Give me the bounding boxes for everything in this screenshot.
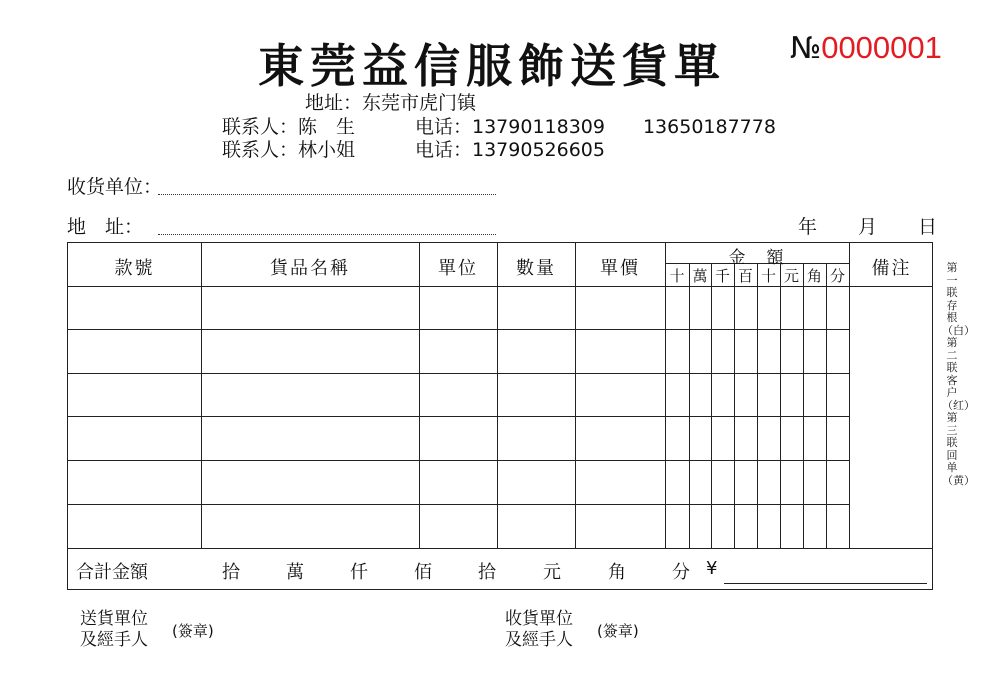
amount-unit-jiao: 角 — [806, 267, 822, 285]
receiver-signature-block — [505, 609, 573, 651]
total-unit-bai: 佰 — [414, 562, 432, 583]
contact-1-name: 联系人：陈 生 — [222, 116, 356, 138]
contact-2-phone: 电话：13790526605 — [415, 139, 605, 161]
yen-sign: ¥ — [706, 558, 718, 579]
total-unit-shi-2: 拾 — [478, 562, 496, 583]
amount-unit-shi: 十 — [760, 267, 776, 285]
goods-table — [67, 242, 933, 590]
serial-prefix: № — [790, 31, 822, 66]
amount-unit-fen: 分 — [829, 267, 845, 285]
total-unit-qian: 仟 — [350, 562, 368, 583]
receiver-input-line[interactable] — [158, 194, 496, 195]
total-amount-input-line[interactable] — [724, 583, 927, 584]
address-label: 地 址： — [67, 216, 144, 238]
header-amount: 金 額 — [728, 248, 786, 268]
sender-seal: (簽章) — [172, 622, 214, 640]
amount-unit-wan: 萬 — [692, 267, 708, 285]
contact-2-name: 联系人：林小姐 — [222, 139, 356, 161]
header-quantity: 數量 — [516, 258, 556, 279]
sender-signature-block — [80, 609, 148, 651]
total-unit-jiao: 角 — [608, 562, 626, 583]
header-remarks: 備注 — [871, 258, 912, 279]
contact-1-phone: 电话：13790118309 13650187778 — [415, 116, 776, 138]
date-year: 年 — [798, 216, 818, 238]
date-day: 日 — [918, 216, 938, 238]
receiver-seal: (簽章) — [597, 622, 639, 640]
receiver-label: 收货单位： — [67, 176, 163, 198]
amount-unit-ten-thousand-tens: 十 — [669, 267, 685, 285]
header-style-no: 款號 — [114, 258, 155, 279]
date-month: 月 — [858, 216, 878, 238]
total-unit-shi-1: 拾 — [222, 562, 240, 583]
total-amount-label: 合計金額 — [76, 562, 148, 583]
sender-label-2: 及經手人 — [80, 630, 148, 650]
amount-unit-yuan: 元 — [783, 267, 799, 285]
header-unit-price: 單價 — [600, 258, 640, 279]
company-address: 地址：东莞市虎门镇 — [305, 92, 477, 114]
receiver-label-1: 收貨單位 — [505, 609, 573, 629]
total-unit-wan: 萬 — [286, 562, 304, 583]
address-input-line[interactable] — [158, 234, 496, 235]
serial-number — [790, 30, 942, 66]
sender-label-1: 送貨單位 — [80, 609, 148, 629]
total-unit-yuan: 元 — [543, 562, 561, 583]
amount-unit-bai: 百 — [737, 267, 753, 285]
copy-distribution-note: 第一联存根（白）第二联客户（红）第三联回单（黄） — [942, 261, 975, 487]
header-goods-name: 貨品名稱 — [270, 258, 350, 279]
serial-value: 0000001 — [821, 30, 942, 65]
header-unit: 單位 — [438, 258, 478, 279]
total-unit-fen: 分 — [672, 562, 690, 583]
amount-unit-qian: 千 — [714, 267, 730, 285]
form-title: 東莞益信服飾送貨單 — [258, 39, 726, 93]
receiver-label-2: 及經手人 — [505, 630, 573, 650]
